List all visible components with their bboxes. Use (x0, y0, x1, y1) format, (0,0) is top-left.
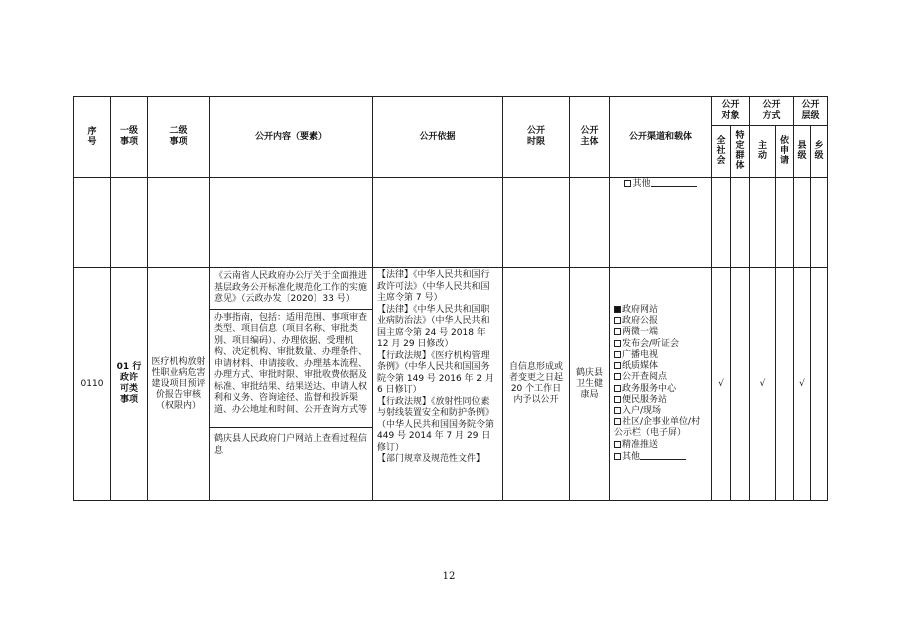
channel-label: 其他 (622, 451, 641, 462)
row-time: 自信息形成或者变更之日起 20 个工作日内予以公开 (503, 268, 570, 501)
checkbox-icon (614, 396, 621, 403)
checkbox-icon (614, 328, 621, 335)
channel-item (614, 361, 707, 372)
checkbox-icon (614, 351, 621, 358)
channel-item (614, 384, 707, 395)
checkbox-icon (614, 317, 621, 324)
basis-item: 【法律】《中华人民共和国行政许可法》（中华人民共和国主席令第 7 号） (377, 270, 490, 303)
mark-method-request (776, 268, 794, 501)
checkbox-icon (614, 373, 621, 380)
continued-channel-cell (610, 178, 712, 268)
header-no: 序号 (74, 97, 111, 178)
header-method-group: 公开方式 (750, 97, 794, 126)
channel-label: 精准推送 (622, 439, 659, 450)
checkbox-icon (614, 441, 621, 448)
header-content: 公开内容（要素） (210, 97, 373, 178)
channel-item (614, 305, 707, 316)
channel-label: 纸质媒体 (622, 361, 659, 372)
mark-level-township (811, 268, 828, 501)
row-level1: 01 行政许可类事项 (111, 268, 148, 501)
header-row-1 (74, 97, 828, 126)
header-level-county: 县级 (794, 126, 811, 178)
page-number: 12 (442, 571, 456, 582)
channel-item (614, 451, 707, 463)
channel-label: 广播电视 (622, 349, 659, 360)
checkbox-icon (614, 385, 621, 392)
header-level-group: 公开层级 (794, 97, 828, 126)
header-target-specific: 特定群体 (731, 126, 750, 178)
header-target-all: 全社会 (712, 126, 731, 178)
continued-row (74, 178, 828, 268)
checkbox-icon (614, 362, 621, 369)
channel-item (614, 406, 707, 417)
channel-label: 政务服务中心 (622, 383, 677, 394)
basis-item: 【行政法规】《医疗机构管理条例》（中华人民共和国国务院令第 149 号 2016 年 2 月 6 日修订） (377, 350, 494, 395)
checkbox-icon (614, 453, 621, 460)
content-guide: 办事指南，包括：适用范围、事项审查类型、项目信息（项目名称、审批类别、项目编码）、办理依据、受理机构、决定机构、审批数量、办理条件、申请材料、申请接收、办理基本流程、办理方式、审批时限、审批收费依据及标准、审批结果、结果送达、申请人权利和义务、咨询途径、监督和投诉渠道、办公地址和时间、公开查询方式等 (214, 312, 368, 415)
header-time: 公开时限 (503, 97, 570, 178)
mark-target-specific (731, 268, 750, 501)
channel-item (614, 316, 707, 327)
basis-list (373, 268, 502, 469)
channel-label: 社区/企事业单位/村公示栏（电子屏） (614, 417, 701, 439)
header-basis: 公开依据 (373, 97, 503, 178)
channel-item (614, 339, 707, 350)
channel-item (614, 350, 707, 361)
channel-item (614, 327, 707, 338)
basis-item: 【法律】《中华人民共和国职业病防治法》（中华人民共和国主席令第 24 号 2018 年 12 月 29 日修改） (377, 304, 490, 349)
checkbox-icon (614, 340, 621, 347)
channel-label: 两微一端 (622, 327, 659, 338)
channel-item (614, 417, 707, 439)
header-subject: 公开主体 (570, 97, 610, 178)
continued-channel-item: 其他 (610, 178, 711, 190)
header-level2: 二级事项 (148, 97, 210, 178)
checkbox-icon (614, 407, 621, 414)
channel-item (614, 440, 707, 451)
channel-list (610, 303, 711, 465)
checked-box-icon (614, 306, 621, 313)
basis-item: 【部门规章及规范性文件】 (377, 454, 486, 464)
row-channels (610, 268, 712, 501)
mark-level-county: √ (794, 268, 811, 501)
table-row (74, 268, 828, 501)
header-channel: 公开渠道和载体 (610, 97, 712, 178)
row-no: 0110 (74, 268, 111, 501)
channel-label: 入户/现场 (622, 405, 662, 416)
content-policy: 《云南省人民政府办公厅关于全面推进基层政务公开标准化规范化工作的实施意见》（云政办发〔2020〕33 号） (214, 271, 368, 304)
content-process-info: 鹤庆县人民政府门户网站上查看过程信息 (214, 434, 368, 456)
channel-item (614, 372, 707, 383)
basis-item: 【行政法规】《放射性同位素与射线装置安全和防护条例》（中华人民共和国国务院令第 449 号 2014 年 7 月 29 日修订） (377, 396, 495, 453)
channel-label: 发布会/听证会 (622, 338, 680, 349)
channel-label: 便民服务站 (622, 394, 668, 405)
header-method-active: 主动 (750, 126, 776, 178)
header-target-group: 公开对象 (712, 97, 750, 126)
header-level-township: 乡级 (811, 126, 828, 178)
checkbox-icon (614, 418, 621, 425)
header-level1: 一级事项 (111, 97, 148, 178)
disclosure-table (73, 96, 828, 501)
header-method-request: 依申请 (776, 126, 794, 178)
channel-label: 公开查阅点 (622, 372, 668, 383)
row-basis (373, 268, 503, 501)
channel-label: 政府公报 (622, 316, 659, 327)
mark-target-all: √ (712, 268, 731, 501)
row-content (210, 268, 373, 501)
channel-label: 政府网站 (622, 305, 659, 316)
row-level2: 医疗机构放射性职业病危害建设项目预评价报告审核（权限内） (148, 268, 210, 501)
channel-item (614, 395, 707, 406)
checkbox-icon (624, 180, 631, 187)
row-subject: 鹤庆县卫生健康局 (570, 268, 610, 501)
mark-method-active: √ (750, 268, 776, 501)
